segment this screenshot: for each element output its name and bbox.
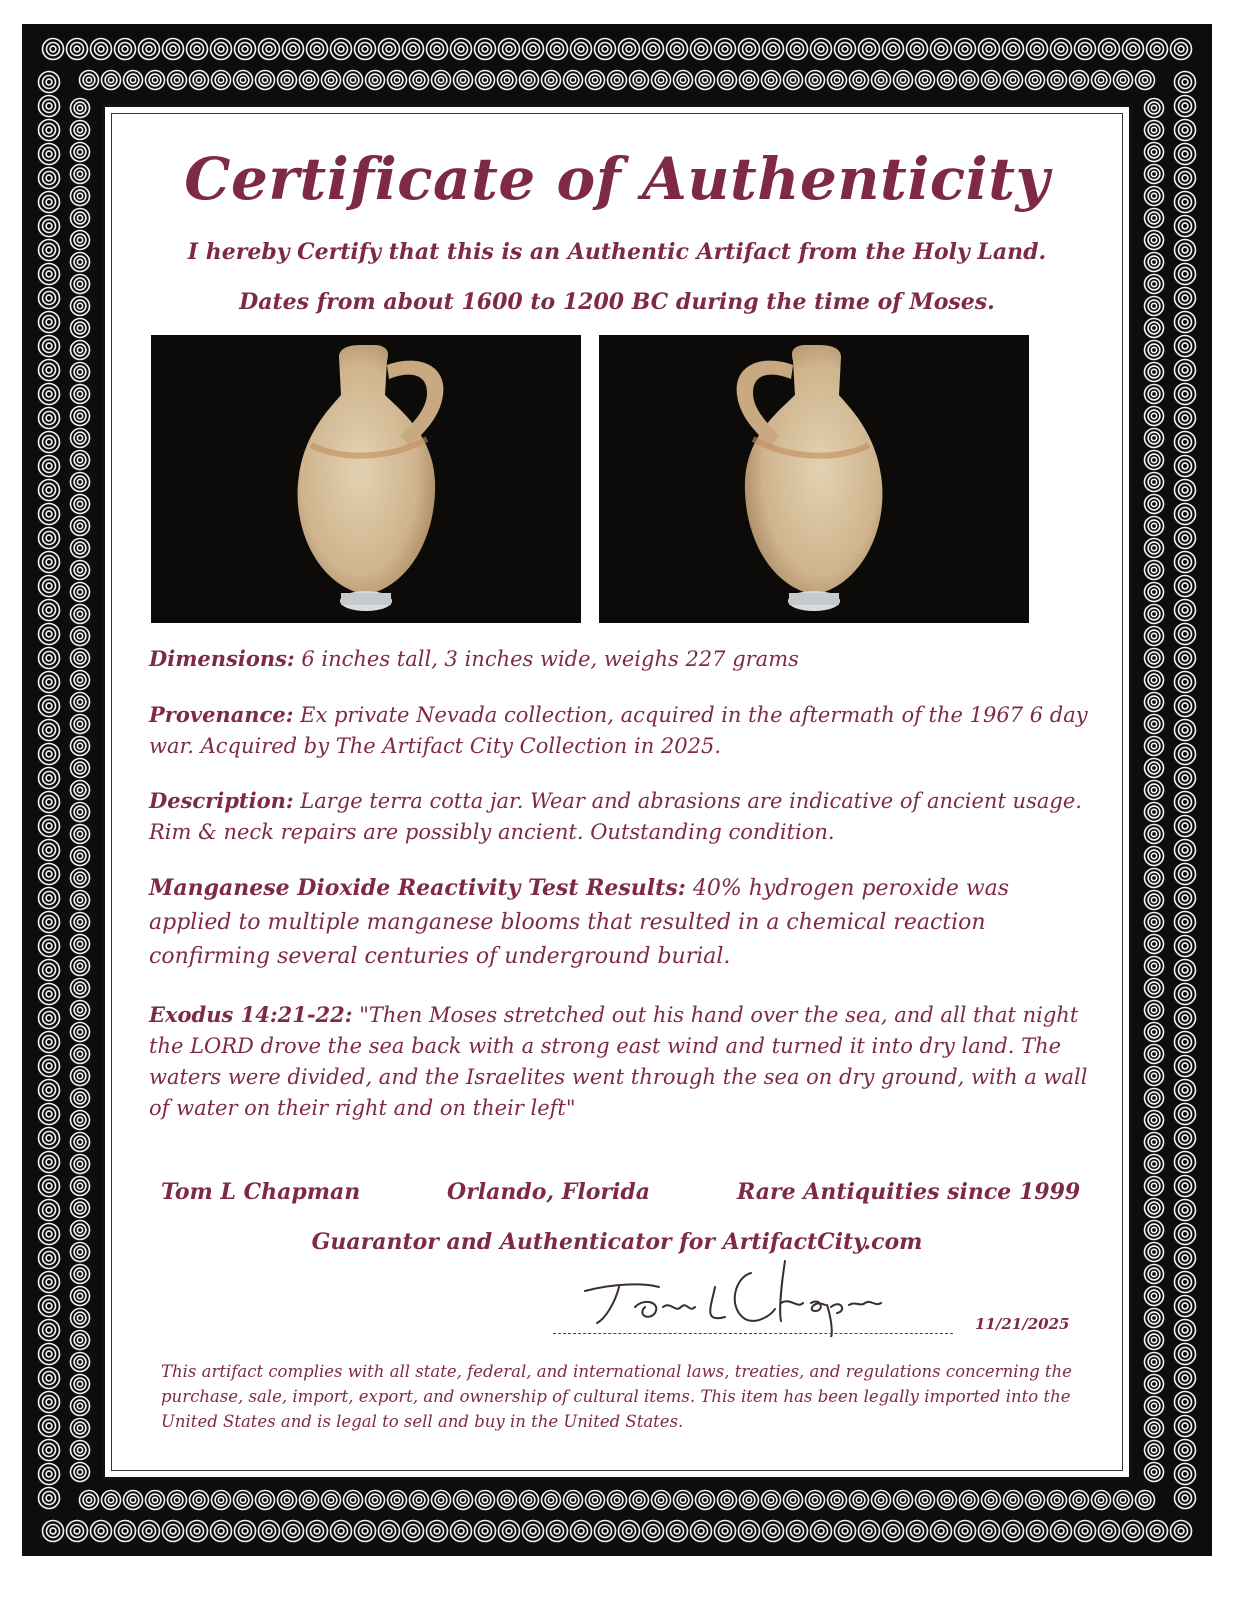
dimensions-text: 6 inches tall, 3 inches wide, weighs 227 grams [294, 647, 799, 671]
provenance-text: Ex private Nevada collection, acquired in the aftermath of the 1967 6 day war. Acquired by The Artifact City Collection in 2025. [149, 703, 1088, 758]
ring-border-right [1172, 64, 1198, 1516]
signatory-location: Orlando, Florida [447, 1179, 650, 1205]
signature-line [553, 1333, 953, 1334]
provenance-label: Provenance: [149, 702, 294, 727]
exodus-quote-paragraph [149, 999, 1089, 1124]
manganese-test-label: Manganese Dioxide Reactivity Test Results: [149, 875, 686, 901]
signature-date: 11/21/2025 [975, 1315, 1070, 1333]
jar-photo-back [599, 335, 1029, 623]
guarantor-line: Guarantor and Authenticator for ArtifactCity.com [311, 1229, 923, 1255]
decorative-border-frame [22, 24, 1212, 1556]
dating-statement: Dates from about 1600 to 1200 BC during the time of Moses. [239, 289, 995, 315]
dimensions-label: Dimensions: [149, 646, 295, 671]
ring-border-top-inner [70, 68, 1164, 92]
exodus-label: Exodus 14:21-22: [149, 1002, 353, 1027]
ring-border-bottom [40, 1518, 1194, 1544]
certificate-panel [102, 104, 1132, 1480]
ring-border-left-inner [68, 94, 92, 1486]
manganese-test-text: 40% hydrogen peroxide was applied to multiple manganese blooms that resulted in a chemical reaction confirming several centuries of underground burial. [149, 876, 1010, 969]
certify-statement: I hereby Certify that this is an Authentic Artifact from the Holy Land. [187, 239, 1047, 265]
jar-back-image [599, 335, 1029, 623]
jar-front-image [151, 335, 581, 623]
ring-border-left [36, 64, 62, 1516]
description-text: Large terra cotta jar. Wear and abrasions are indicative of ancient usage. Rim & neck repairs are possibly ancient. Outstanding condition. [149, 789, 1082, 844]
manganese-test-paragraph [149, 871, 1089, 974]
ring-border-top [40, 36, 1194, 62]
ring-border-bottom-inner [70, 1488, 1164, 1512]
exodus-text: "Then Moses stretched out his hand over the sea, and all that night the LORD drove the sea back with a strong east wind and turned it into dry land. The waters were divided, and the Israelites went through the sea on dry ground, with a wall of water on their right and on their left" [149, 1003, 1088, 1120]
description-paragraph [149, 785, 1089, 848]
description-label: Description: [149, 788, 294, 813]
handwritten-signature [575, 1257, 895, 1337]
ring-border-right-inner [1142, 94, 1166, 1486]
legal-compliance-notice: This artifact complies with all state, federal, and international laws, treaties, and regulations concerning the purchase, sale, import, export, and ownership of cultural items. This item has been legally imported into the United States and is legal to sell and buy in the United States. [161, 1362, 1072, 1431]
signatory-name: Tom L Chapman [161, 1179, 361, 1205]
certificate-title: Certificate of Authenticity [184, 145, 1050, 213]
dimensions-paragraph [149, 643, 1089, 675]
signatory-tagline: Rare Antiquities since 1999 [737, 1179, 1081, 1205]
jar-photo-front [151, 335, 581, 623]
provenance-paragraph [149, 699, 1089, 762]
